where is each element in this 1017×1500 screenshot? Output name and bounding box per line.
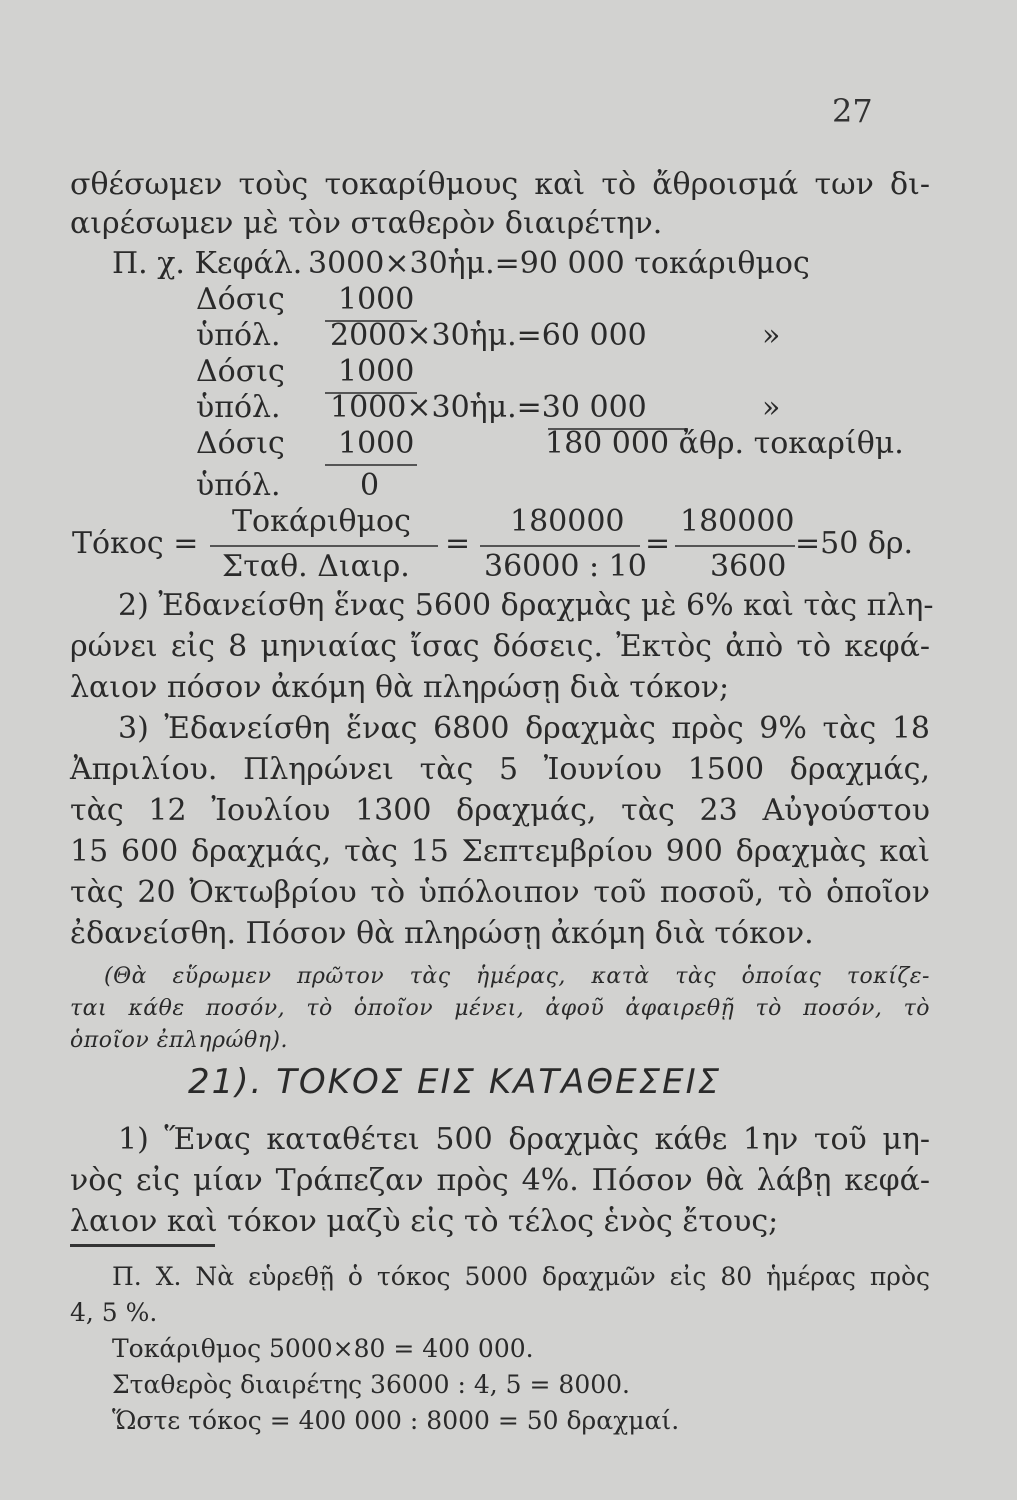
problem-2-line-1: 2) Ἐδανείσθη ἕνας 5600 δραχμὰς μὲ 6% καὶ τὰς πλη- [118,588,934,623]
formula-denominator-1: Σταθ. Διαιρ. [222,549,410,584]
example-value-7: 0 [360,468,380,503]
fraction-bar-3 [675,545,795,547]
footnote-divider [70,1244,215,1247]
subtraction-rule-3 [325,464,417,466]
example-label-4: Δόσις [196,354,285,389]
example-label-3: ὑπόλ. [196,318,281,353]
note-line-3: ὁποῖον ἐπληρώθη). [70,1028,288,1053]
intro-line-2: αιρέσωμεν μὲ τὸν σταθερὸν διαιρέτην. [70,206,663,241]
note-line-2: ται κάθε ποσόν, τὸ ὁποῖον μένει, ἀφοῦ ἀφαιρεθῇ τὸ ποσόν, τὸ [70,996,930,1021]
problem-3-line-3: τὰς 12 Ἰουλίου 1300 δραχμάς, τὰς 23 Αὐγούστου [70,793,930,828]
problem-3-line-5: τὰς 20 Ὀκτωβρίου τὸ ὑπόλοιπον τοῦ ποσοῦ, τὸ ὁποῖον [70,875,930,910]
fraction-bar-1 [210,545,438,547]
example-sum: 180 000 ἄθρ. τοκαρίθμ. [545,426,904,461]
footnote-line-4: Σταθερὸς διαιρέτης 36000 : 4, 5 = 8000. [112,1370,630,1399]
ditto-mark-1: » [762,318,781,353]
section-heading: 21). ΤΟΚΟΣ ΕΙΣ ΚΑΤΑΘΕΣΕΙΣ [188,1062,722,1102]
page-number: 27 [832,92,873,130]
formula-denominator-3: 3600 [710,549,787,584]
problem-3-line-6: ἐδανείσθη. Πόσον θὰ πληρώσῃ ἀκόμη διὰ τόκον. [70,916,814,951]
example-label-7: ὑπόλ. [196,468,281,503]
footnote-line-1: Π. Χ. Νὰ εὑρεθῇ ὁ τόκος 5000 δραχμῶν εἰς 80 ἡμέρας πρὸς [112,1262,930,1291]
footnote-line-2: 4, 5 %. [70,1298,158,1327]
formula-numerator-2: 180000 [510,504,625,539]
example-expr-1: 3000×30ἡμ.=90 000 τοκάριθμος [308,246,810,281]
example-expr-5: 1000×30ἡμ.=30 000 [330,390,647,425]
section-problem-1-line-2: νὸς εἰς μίαν Τράπεζαν πρὸς 4%. Πόσον θὰ λάβῃ κεφά- [70,1163,930,1198]
example-value-2: 1000 [338,282,415,317]
example-expr-3: 2000×30ἡμ.=60 000 [330,318,647,353]
ditto-mark-2: » [762,390,781,425]
formula-equals-1: = [445,526,471,561]
intro-line-1: σθέσωμεν τοὺς τοκαρίθμους καὶ τὸ ἄθροισμά των δι- [70,167,930,202]
problem-3-line-2: Ἀπριλίου. Πληρώνει τὰς 5 Ἰουνίου 1500 δραχμάς, [70,752,930,787]
problem-2-line-3: λαιον πόσον ἀκόμη θὰ πληρώσῃ διὰ τόκον; [70,670,730,705]
problem-2-line-2: ρώνει εἰς 8 μηνιαίας ἴσας δόσεις. Ἐκτὸς ἀπὸ τὸ κεφά- [70,629,930,664]
formula-lhs: Τόκος = [72,526,199,561]
formula-denominator-2: 36000 : 10 [484,549,647,584]
formula-numerator-3: 180000 [680,504,795,539]
section-problem-1-line-3: λαιον καὶ τόκον μαζὺ εἰς τὸ τέλος ἑνὸς ἔτους; [70,1204,779,1239]
formula-result: =50 δρ. [795,526,914,561]
formula-equals-2: = [645,526,671,561]
example-label-2: Δόσις [196,282,285,317]
example-label-6: Δόσις [196,426,285,461]
problem-3-line-1: 3) Ἐδανείσθη ἕνας 6800 δραχμὰς πρὸς 9% τὰς 18 [118,711,930,746]
example-value-6: 1000 [338,426,415,461]
example-label-1: Π. χ. Κεφάλ. [112,246,303,281]
example-label-5: ὑπόλ. [196,390,281,425]
fraction-bar-2 [480,545,640,547]
problem-3-line-4: 15 600 δραχμάς, τὰς 15 Σεπτεμβρίου 900 δραχμὰς καὶ [70,834,930,869]
example-value-4: 1000 [338,354,415,389]
footnote-line-3: Τοκάριθμος 5000×80 = 400 000. [112,1334,534,1363]
note-line-1: (Θὰ εὕρωμεν πρῶτον τὰς ἡμέρας, κατὰ τὰς ὁποίας τοκίζε- [104,964,930,989]
footnote-line-5: Ὥστε τόκος = 400 000 : 8000 = 50 δραχμαί. [112,1406,680,1435]
section-problem-1-line-1: 1) Ἕνας καταθέτει 500 δραχμὰς κάθε 1ην τοῦ μη- [118,1122,930,1157]
formula-numerator-1: Τοκάριθμος [232,504,411,539]
